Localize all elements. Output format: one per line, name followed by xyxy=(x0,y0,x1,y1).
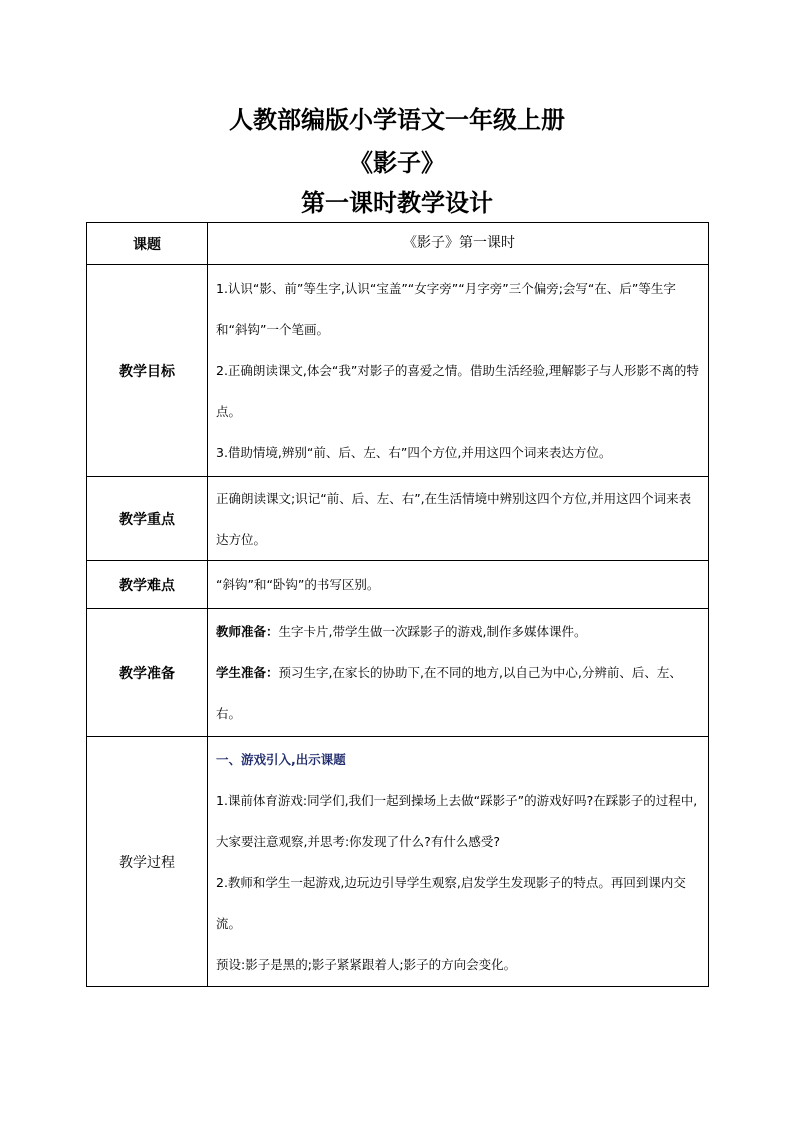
teacher-prep-text: 生字卡片,带学生做一次踩影子的游戏,制作多媒体课件。 xyxy=(278,624,587,639)
difficulty-row xyxy=(87,561,709,609)
teacher-prep xyxy=(216,611,702,652)
student-prep-text: 预习生字,在家长的协助下,在不同的地方,以自己为中心,分辨前、后、左、右。 xyxy=(216,665,682,721)
process-label: 教学过程 xyxy=(87,737,208,987)
document-title: 人教部编版小学语文一年级上册 xyxy=(229,106,565,134)
document-subtitle: 第一课时教学设计 xyxy=(301,189,493,217)
process-cell xyxy=(208,737,709,987)
lesson-plan-table xyxy=(86,222,709,987)
preparation-row xyxy=(87,609,709,737)
preparation-label: 教学准备 xyxy=(87,609,208,737)
goals-label: 教学目标 xyxy=(87,265,208,477)
lesson-name: 《影子》 xyxy=(349,149,445,177)
teacher-prep-label: 教师准备： xyxy=(216,624,279,639)
process-row xyxy=(87,737,709,987)
key-points-label: 教学重点 xyxy=(87,477,208,561)
student-prep-label: 学生准备： xyxy=(216,665,279,680)
topic-label: 课题 xyxy=(87,223,208,265)
preparation-cell xyxy=(208,609,709,737)
difficulty-label: 教学难点 xyxy=(87,561,208,609)
goal-item: 3.借助情境,辨别“前、后、左、右”四个方位,并用这四个词来表达方位。 xyxy=(216,445,612,460)
goals-row xyxy=(87,265,709,477)
student-prep xyxy=(216,652,702,734)
topic-value: 《影子》第一课时 xyxy=(208,223,709,265)
difficulty-text: “斜钩”和“卧钩”的书写区别。 xyxy=(208,561,709,609)
process-section-heading: 一、游戏引入,出示课题 xyxy=(216,751,346,767)
topic-row xyxy=(87,223,709,265)
process-item: 预设:影子是黑的;影子紧紧跟着人;影子的方向会变化。 xyxy=(216,956,517,972)
goals-cell xyxy=(208,265,709,477)
process-item: 2.教师和学生一起游戏,边玩边引导学生观察,启发学生发现影子的特点。再回到课内交流。 xyxy=(216,874,686,931)
process-item: 1.课前体育游戏:同学们,我们一起到操场上去做“踩影子”的游戏好吗?在踩影子的过程中,大家要注意观察,并思考:你发现了什么?有什么感受? xyxy=(216,792,698,849)
goal-item: 1.认识“影、前”等生字,认识“宝盖”“女字旁”“月字旁”三个偏旁;会写“在、后”等生字和“斜钩”一个笔画。 xyxy=(216,281,676,337)
goal-item: 2.正确朗读课文,体会“我”对影子的喜爱之情。借助生活经验,理解影子与人形影不离的特点。 xyxy=(216,363,699,419)
key-points-row xyxy=(87,477,709,561)
key-points-text: 正确朗读课文;识记“前、后、左、右”,在生活情境中辨别这四个方位,并用这四个词来表达方位。 xyxy=(208,477,709,561)
